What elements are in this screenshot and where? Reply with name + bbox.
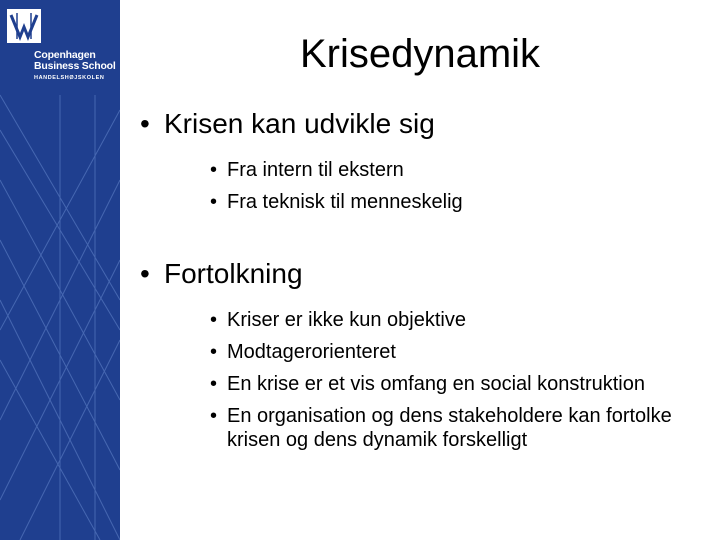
sub-bullet: [140, 400, 700, 456]
bullet-dot: •: [210, 159, 218, 181]
bullet-dot: •: [210, 341, 218, 363]
bullet-heading: [140, 258, 700, 290]
bullet-dot: •: [140, 108, 150, 139]
bullet-list: [140, 108, 700, 456]
bullet-dot: •: [210, 309, 218, 331]
bullet-heading-text: Krisen kan udvikle sig: [164, 108, 435, 139]
cbs-logo: [4, 6, 116, 86]
logo-tagline: HANDELSHØJSKOLEN: [34, 75, 105, 81]
sub-bullet-text: En organisation og dens stakeholdere kan fortolke krisen og dens dynamik forskelligt: [227, 405, 672, 451]
sub-bullet: [140, 304, 700, 336]
sub-bullet-text: Fra intern til ekstern: [227, 159, 404, 181]
bullet-dot: •: [140, 258, 150, 289]
sub-bullet: [140, 336, 700, 368]
bullet-heading: [140, 108, 700, 140]
slide-title: Krisedynamik: [299, 32, 541, 76]
bullet-dot: •: [210, 373, 218, 395]
sidebar-banner: [0, 0, 120, 540]
logo-name-line1: Copenhagen: [34, 49, 96, 61]
sub-bullet: [140, 186, 700, 218]
sub-bullet-text: Fra teknisk til menneskelig: [227, 191, 463, 213]
logo-name-line2: Business School: [34, 60, 116, 72]
bullet-heading-text: Fortolkning: [164, 258, 303, 289]
logo-mark-icon: [7, 9, 41, 43]
logo-name: [34, 50, 116, 72]
sub-bullet-text: Modtagerorienteret: [227, 341, 396, 363]
sub-bullet-text: Kriser er ikke kun objektive: [227, 309, 466, 331]
bullet-dot: •: [210, 191, 218, 213]
sub-bullet-text: En krise er et vis omfang en social konstruktion: [227, 373, 645, 395]
sub-bullet: [140, 368, 700, 400]
sub-bullet: [140, 154, 700, 186]
bullet-dot: •: [210, 405, 218, 427]
